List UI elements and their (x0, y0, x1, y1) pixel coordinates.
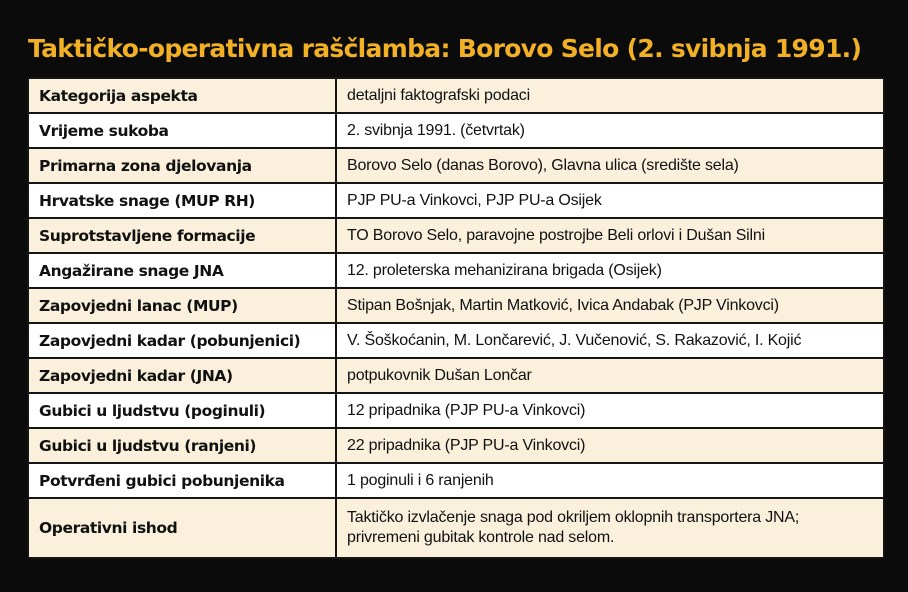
row-value: 22 pripadnika (PJP PU-a Vinkovci) (336, 428, 884, 463)
row-label: Hrvatske snage (MUP RH) (28, 183, 336, 218)
row-value: TO Borovo Selo, paravojne postrojbe Beli orlovi i Dušan Silni (336, 218, 884, 253)
row-value: Taktičko izvlačenje snaga pod okriljem oklopnih transportera JNA; privremeni gubitak kontrole nad selom. (336, 498, 884, 558)
row-label: Gubici u ljudstvu (ranjeni) (28, 428, 336, 463)
row-label: Zapovjedni kadar (JNA) (28, 358, 336, 393)
row-label: Operativni ishod (28, 498, 336, 558)
row-label: Primarna zona djelovanja (28, 148, 336, 183)
row-value: potpukovnik Dušan Lončar (336, 358, 884, 393)
table-row-command-jna (28, 358, 884, 393)
table-row-killed (28, 393, 884, 428)
row-label: Zapovjedni lanac (MUP) (28, 288, 336, 323)
row-value: 1 poginuli i 6 ranjenih (336, 463, 884, 498)
table-row-outcome (28, 498, 884, 558)
row-value: V. Šoškoćanin, M. Lončarević, J. Vučenović, S. Rakazović, I. Kojić (336, 323, 884, 358)
table-row-command-rebels (28, 323, 884, 358)
table-row-rebel-losses (28, 463, 884, 498)
row-value: 2. svibnja 1991. (četvrtak) (336, 113, 884, 148)
row-label: Potvrđeni gubici pobunjenika (28, 463, 336, 498)
row-value: PJP PU-a Vinkovci, PJP PU-a Osijek (336, 183, 884, 218)
table-row-time (28, 113, 884, 148)
row-value: 12. proleterska mehanizirana brigada (Osijek) (336, 253, 884, 288)
infobox-title: Taktičko-operativna raščlamba: Borovo Selo (2. svibnja 1991.) (28, 34, 862, 63)
row-label: Kategorija aspekta (28, 78, 336, 113)
row-label: Angažirane snage JNA (28, 253, 336, 288)
table-row-croatian-forces (28, 183, 884, 218)
table-row-zone (28, 148, 884, 183)
row-value: Borovo Selo (danas Borovo), Glavna ulica (središte sela) (336, 148, 884, 183)
facts-table (27, 77, 885, 559)
table-row-jna-forces (28, 253, 884, 288)
row-value: Stipan Bošnjak, Martin Matković, Ivica Andabak (PJP Vinkovci) (336, 288, 884, 323)
row-value: detaljni faktografski podaci (336, 78, 884, 113)
row-label: Suprotstavljene formacije (28, 218, 336, 253)
table-row-opposing-formations (28, 218, 884, 253)
table-row-wounded (28, 428, 884, 463)
table-row-command-mup (28, 288, 884, 323)
row-label: Zapovjedni kadar (pobunjenici) (28, 323, 336, 358)
row-label: Vrijeme sukoba (28, 113, 336, 148)
table-row-category-header (28, 78, 884, 113)
row-label: Gubici u ljudstvu (poginuli) (28, 393, 336, 428)
row-value: 12 pripadnika (PJP PU-a Vinkovci) (336, 393, 884, 428)
